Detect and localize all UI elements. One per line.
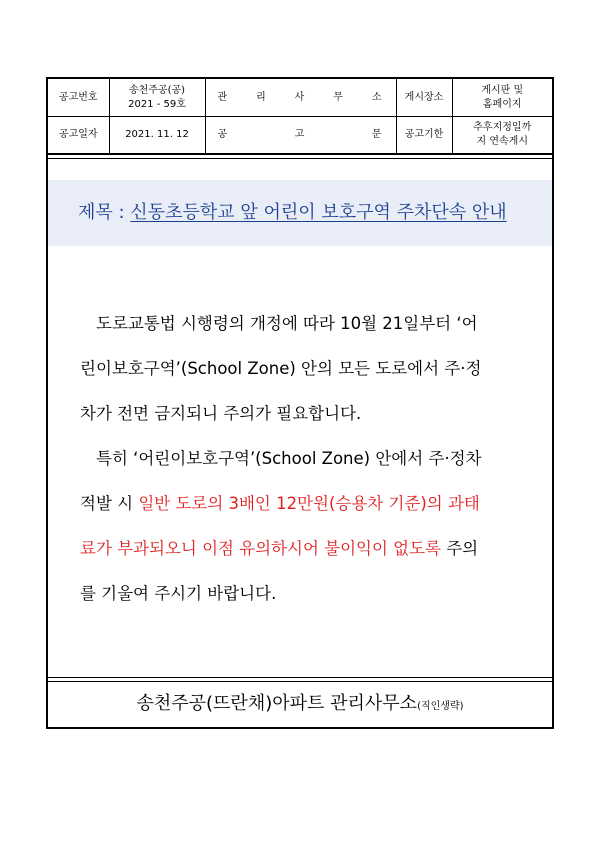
notice-frame <box>46 77 554 729</box>
notice-word-char: 고 <box>294 129 305 140</box>
period-line-1: 추후지정일까 <box>473 122 532 133</box>
posting-place-label: 게시장소 <box>396 79 452 117</box>
body-line <box>80 526 524 571</box>
sender-name: 송천주공(뜨란채)아파트 관리사무소 <box>136 693 418 714</box>
posting-place-line-2: 홈페이지 <box>482 98 522 110</box>
notice-no-label: 공고번호 <box>48 79 109 117</box>
body-text: 린이보호구역’(School Zone) 안의 모든 도로에서 주·정 <box>80 359 482 378</box>
body-line <box>80 391 524 436</box>
office-title-char: 소 <box>371 91 382 103</box>
body-line <box>80 301 524 346</box>
subject-label: 제목 : <box>78 202 131 223</box>
header-divider <box>48 154 552 155</box>
footer-divider <box>48 677 552 678</box>
posting-place-value <box>452 79 552 117</box>
posting-place-line-1: 게시판 및 <box>481 84 524 96</box>
body-line <box>80 481 524 526</box>
notice-date-label: 공고일자 <box>48 117 109 154</box>
period-label: 공고기한 <box>396 117 452 154</box>
body-line <box>80 436 524 481</box>
highlight-text: 일반 도로의 3배인 12만원(승용차 기준)의 과태 <box>138 494 480 513</box>
subject-text: 신동초등학교 앞 어린이 보호구역 주차단속 안내 <box>130 202 507 223</box>
body-text: 특히 ‘어린이보호구역’(School Zone) 안에서 주·정차 <box>96 449 482 468</box>
office-title-char: 리 <box>256 91 266 103</box>
subject-title <box>78 202 507 224</box>
header-divider-double <box>48 158 552 159</box>
body-line <box>80 571 524 616</box>
notice-word <box>205 117 396 154</box>
office-title-char: 관 <box>217 91 228 103</box>
period-line-2: 지 연속게시 <box>476 136 528 147</box>
body-text: 적발 시 <box>80 494 139 513</box>
notice-no-line-1: 송천주공(공) <box>128 84 186 96</box>
notice-body <box>80 301 524 616</box>
office-title-char: 사 <box>294 91 305 103</box>
office-title-char: 무 <box>333 91 343 103</box>
body-text: 도로교통법 시행령의 개정에 따라 10월 21일부터 ‘어 <box>96 314 478 333</box>
notice-header-table <box>48 79 552 154</box>
seal-note: (직인생략) <box>417 701 464 712</box>
subject-bar <box>48 180 552 246</box>
notice-word-char: 문 <box>371 129 382 140</box>
notice-no-value <box>109 79 205 117</box>
highlight-text: 료가 부과되오니 이점 유의하시어 불이익이 없도록 <box>80 539 441 558</box>
notice-no-line-2: 2021 - 59호 <box>128 98 186 110</box>
body-text: 를 기울여 주시기 바랍니다. <box>80 584 277 603</box>
notice-word-char: 공 <box>217 129 228 140</box>
period-value <box>452 117 552 154</box>
office-title <box>205 79 396 117</box>
body-text: 차가 전면 금지되니 주의가 필요합니다. <box>80 404 362 423</box>
body-line <box>80 346 524 391</box>
footer-sender <box>48 681 552 727</box>
body-text: 주의 <box>440 539 479 558</box>
notice-date-value: 2021. 11. 12 <box>109 117 205 154</box>
